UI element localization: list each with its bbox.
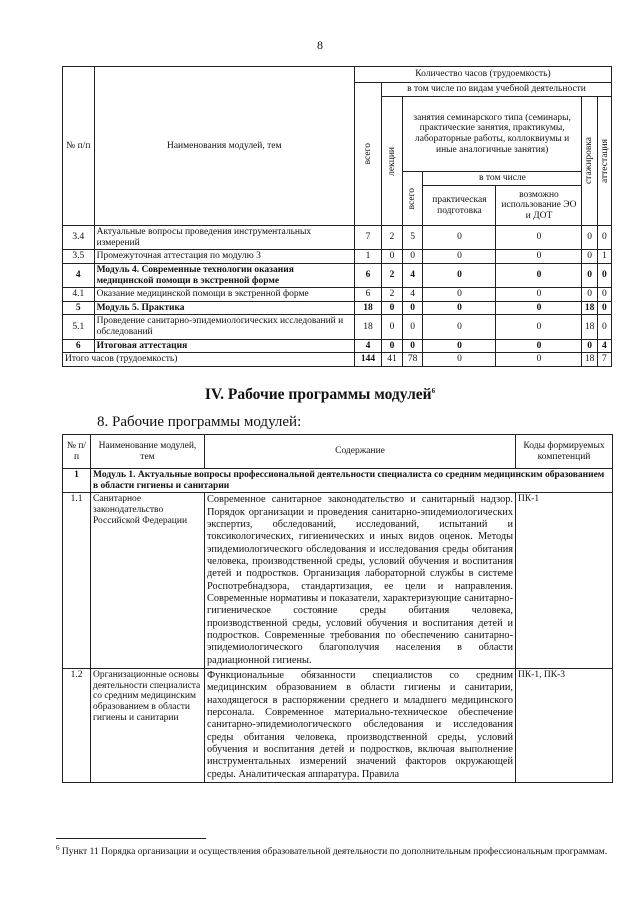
row-value: 0 xyxy=(423,250,496,264)
footnote: $^6$ Пункт 11 Порядка организации и осуществления образовательной деятельности по дополнительным профессиональным программам. xyxy=(56,844,608,858)
row-name: Итоговая аттестация xyxy=(94,339,354,353)
row-value: 2 xyxy=(382,226,403,250)
col-eo-header: возможно использование ЭО и ДОТ xyxy=(496,186,582,226)
topic-number: 1.2 xyxy=(63,669,91,783)
module-title: Модуль 1. Актуальные вопросы профессиональной деятельности специалиста со средним медицинским образованием в области гигиены и санитарии xyxy=(91,469,613,493)
row-value: 0 xyxy=(423,263,496,287)
row-value: 0 xyxy=(582,263,597,287)
subheading: 8. Рабочие программы модулей: xyxy=(97,414,302,430)
row-value: 0 xyxy=(597,315,611,339)
row-value: 0 xyxy=(382,301,403,315)
row-value: 5 xyxy=(402,226,423,250)
row-value: 0 xyxy=(423,288,496,302)
row-value: 0 xyxy=(423,315,496,339)
col-num-header: № п/п xyxy=(63,435,91,469)
table-row xyxy=(63,669,613,783)
row-number: 5.1 xyxy=(63,315,95,339)
total-cell: 41 xyxy=(382,353,403,367)
row-value: 0 xyxy=(496,339,582,353)
row-number: 3.4 xyxy=(63,226,95,250)
row-value: 0 xyxy=(496,315,582,339)
col-lectures-header: лекции xyxy=(382,97,403,226)
table-row xyxy=(63,493,613,669)
row-number: 3.5 xyxy=(63,250,95,264)
total-cell: 7 xyxy=(597,353,611,367)
row-value: 0 xyxy=(582,339,597,353)
hours-table xyxy=(62,66,612,367)
module-programs-table xyxy=(62,434,613,783)
table-row xyxy=(63,226,612,250)
row-value: 2 xyxy=(382,288,403,302)
topic-codes: ПК-1, ПК-3 xyxy=(516,669,613,783)
row-name: Актуальные вопросы проведения инструментальных измерений xyxy=(94,226,354,250)
col-name-header: Наименования модулей, тем xyxy=(94,67,354,226)
row-value: 0 xyxy=(382,250,403,264)
row-value: 0 xyxy=(382,315,403,339)
row-value: 18 xyxy=(354,315,381,339)
row-name: Оказание медицинской помощи в экстренной форме xyxy=(94,288,354,302)
table-row xyxy=(63,263,612,287)
row-value: 0 xyxy=(402,339,423,353)
table-row xyxy=(63,339,612,353)
row-value: 0 xyxy=(496,226,582,250)
topic-name: Организационные основы деятельности специалиста со средним медицинским образованием в области гигиены и санитарии xyxy=(91,669,205,783)
topic-content: Функциональные обязанности специалистов со средним медицинским образованием в области гигиены и санитарии, находящегося в распоряжении среднего и младшего медицинского персонала. Современное материально-техническое обеспечение санитарно-эпидемиологического обследования и исследования среды обитания человека, производственной среды, условий обучения и воспитания детей и подростков, включая выполнение инструментальных измерений значений факторов окружающей среды. Аналитическая аппаратура. Правила xyxy=(205,669,516,783)
topic-name: Санитарное законодательство Российской Федерации xyxy=(91,493,205,669)
row-value: 0 xyxy=(496,301,582,315)
table-row xyxy=(63,301,612,315)
col-total-header: всего xyxy=(354,83,381,226)
table-row xyxy=(63,288,612,302)
table-total-row xyxy=(63,353,612,367)
row-name: Модуль 4. Современные технологии оказания медицинской помощи в экстренной форме xyxy=(94,263,354,287)
col-content-header: Содержание xyxy=(205,435,516,469)
row-number: 4.1 xyxy=(63,288,95,302)
table-row xyxy=(63,315,612,339)
total-cell: 78 xyxy=(402,353,423,367)
col-seminar-total-header: всего xyxy=(402,172,423,226)
page-number: 8 xyxy=(317,38,323,52)
row-value: 0 xyxy=(496,263,582,287)
row-name: Проведение санитарно-эпидемиологических исследований и обследований xyxy=(94,315,354,339)
row-value: 4 xyxy=(402,263,423,287)
row-value: 4 xyxy=(597,339,611,353)
row-value: 0 xyxy=(597,301,611,315)
total-cell: 0 xyxy=(423,353,496,367)
col-incl-header: в том числе xyxy=(423,172,582,186)
row-number: 4 xyxy=(63,263,95,287)
table-row xyxy=(63,250,612,264)
topic-content: Современное санитарное законодательство и санитарный надзор. Порядок организации и проведения санитарно-эпидемиологических экспертиз, обследований, исследований, испытаний и токсикологических, гигиенических и иных видов оценок. Методы эпидемиологического обследования и исследования среды обитания человека, производственной среды, условий обучения и воспитания детей и подростков. Организация лабораторной службы в системе Роспотребнадзора, стандартизация, ее цели и направления. Современные нормативы и показатели, характеризующие санитарно-гигиеническое состояние среды обитания человека, производственной среды, условий обучения и воспитания детей и подростков. Современные требования по обеспечению санитарно-эпидемиологического благополучия населения в области радиационной гигиены. xyxy=(205,493,516,669)
row-value: 0 xyxy=(597,226,611,250)
row-value: 0 xyxy=(423,339,496,353)
row-value: 1 xyxy=(354,250,381,264)
col-internship-header: стажировка xyxy=(582,97,597,226)
row-value: 0 xyxy=(582,288,597,302)
footnote-divider xyxy=(56,838,206,839)
row-value: 0 xyxy=(423,301,496,315)
col-num-header: № п/п xyxy=(63,67,95,226)
row-value: 7 xyxy=(354,226,381,250)
module-row xyxy=(63,469,613,493)
row-value: 0 xyxy=(496,250,582,264)
row-value: 1 xyxy=(597,250,611,264)
col-name-header: Наименование модулей, тем xyxy=(91,435,205,469)
col-qty-header: Количество часов (трудоемкость) xyxy=(354,67,611,83)
row-value: 0 xyxy=(582,226,597,250)
row-value: 4 xyxy=(354,339,381,353)
row-name: Модуль 5. Практика xyxy=(94,301,354,315)
section-heading: IV. Рабочие программы модулей$^6$ xyxy=(204,386,436,403)
row-value: 0 xyxy=(402,250,423,264)
row-value: 18 xyxy=(354,301,381,315)
module-number: 1 xyxy=(63,469,91,493)
row-value: 0 xyxy=(582,250,597,264)
col-practice-header: практическая подготовка xyxy=(423,186,496,226)
row-value: 0 xyxy=(423,226,496,250)
topic-codes: ПК-1 xyxy=(516,493,613,669)
row-value: 2 xyxy=(382,263,403,287)
col-types-header: в том числе по видам учебной деятельности xyxy=(382,83,612,97)
row-number: 5 xyxy=(63,301,95,315)
total-cell: 0 xyxy=(496,353,582,367)
row-value: 6 xyxy=(354,263,381,287)
row-value: 18 xyxy=(582,301,597,315)
row-value: 0 xyxy=(382,339,403,353)
row-value: 0 xyxy=(402,301,423,315)
row-value: 0 xyxy=(496,288,582,302)
row-value: 4 xyxy=(402,288,423,302)
row-name: Промежуточная аттестация по модулю 3 xyxy=(94,250,354,264)
col-seminar-header: занятия семинарского типа (семинары, практические занятия, практикумы, лабораторные работы, коллоквиумы и иные аналогичные занятия) xyxy=(402,97,582,172)
row-value: 18 xyxy=(582,315,597,339)
col-codes-header: Коды формируемых компетенций xyxy=(516,435,613,469)
total-cell: 144 xyxy=(354,353,381,367)
total-label: Итого часов (трудоемкость) xyxy=(63,353,355,367)
row-value: 0 xyxy=(597,263,611,287)
row-number: 6 xyxy=(63,339,95,353)
row-value: 6 xyxy=(354,288,381,302)
row-value: 0 xyxy=(402,315,423,339)
topic-number: 1.1 xyxy=(63,493,91,669)
total-cell: 18 xyxy=(582,353,597,367)
hours-table-body xyxy=(63,226,612,353)
col-attestation-header: аттестация xyxy=(597,97,611,226)
row-value: 0 xyxy=(597,288,611,302)
